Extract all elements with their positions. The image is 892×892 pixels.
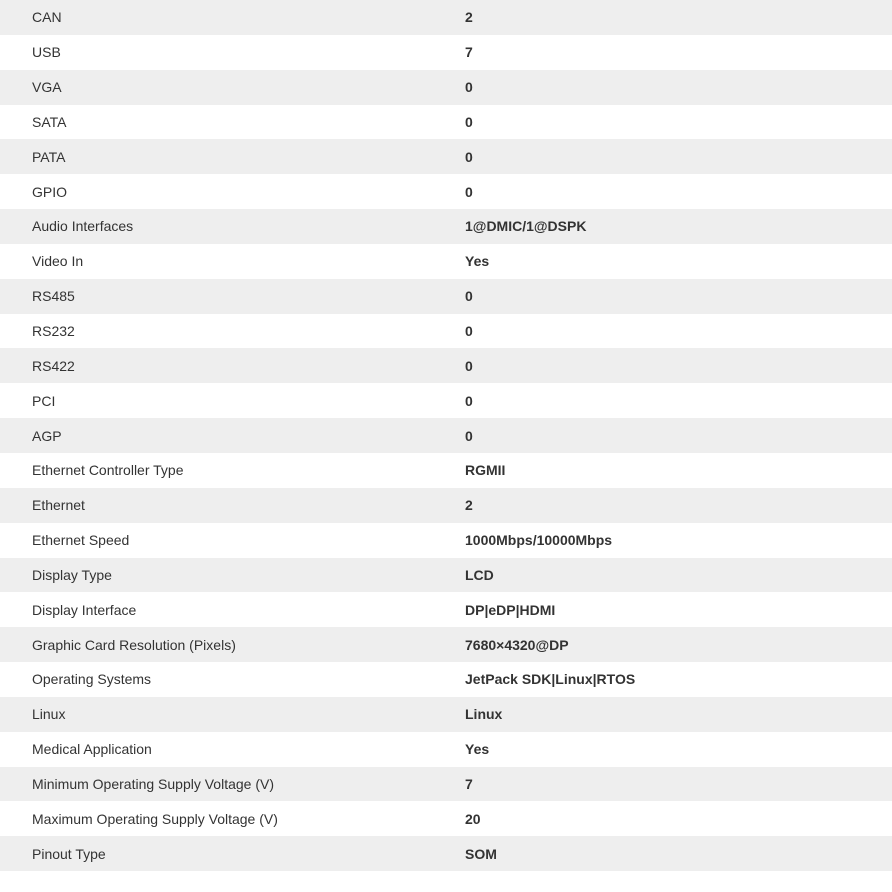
spec-value: 20 <box>465 810 481 827</box>
spec-value: 0 <box>465 79 473 96</box>
spec-label: RS232 <box>32 323 75 340</box>
spec-label: RS422 <box>32 357 75 374</box>
spec-value: Yes <box>465 741 490 758</box>
table-row <box>0 453 892 488</box>
table-row <box>0 697 892 732</box>
table-row <box>0 767 892 802</box>
spec-label: Operating Systems <box>32 671 152 688</box>
table-row <box>0 523 892 558</box>
spec-label: PATA <box>32 148 66 165</box>
table-row <box>0 209 892 244</box>
table-row <box>0 732 892 767</box>
table-row <box>0 174 892 209</box>
spec-value: 0 <box>465 113 473 130</box>
table-row <box>0 0 892 35</box>
table-row <box>0 383 892 418</box>
table-row <box>0 314 892 349</box>
spec-value: Linux <box>465 706 503 723</box>
table-row <box>0 627 892 662</box>
table-row <box>0 70 892 105</box>
spec-value: 0 <box>465 288 473 305</box>
table-row <box>0 592 892 627</box>
table-row <box>0 35 892 70</box>
spec-label: SATA <box>32 113 67 130</box>
spec-value: Yes <box>465 253 490 270</box>
table-row <box>0 801 892 836</box>
table-row <box>0 558 892 593</box>
table-row <box>0 139 892 174</box>
spec-value: 7 <box>465 44 473 61</box>
spec-label: Display Type <box>32 566 112 583</box>
spec-label: VGA <box>32 79 62 96</box>
spec-label: Graphic Card Resolution (Pixels) <box>32 636 236 653</box>
table-row <box>0 348 892 383</box>
spec-label: Display Interface <box>32 601 137 618</box>
table-row <box>0 836 892 871</box>
spec-value: 0 <box>465 323 473 340</box>
spec-value: DP|eDP|HDMI <box>465 601 556 618</box>
spec-label: Video In <box>32 253 84 270</box>
spec-label: Maximum Operating Supply Voltage (V) <box>32 810 278 827</box>
spec-label: GPIO <box>32 183 68 200</box>
spec-value: 2 <box>465 497 473 514</box>
table-row <box>0 662 892 697</box>
spec-label: Ethernet Speed <box>32 532 130 549</box>
spec-value: 7 <box>465 775 473 792</box>
spec-value: 0 <box>465 148 473 165</box>
spec-value: 1@DMIC/1@DSPK <box>465 218 587 235</box>
table-row <box>0 488 892 523</box>
spec-label: Minimum Operating Supply Voltage (V) <box>32 775 274 792</box>
spec-label: AGP <box>32 427 62 444</box>
spec-label: USB <box>32 44 61 61</box>
table-row <box>0 105 892 140</box>
spec-label: Linux <box>32 706 66 723</box>
spec-label: CAN <box>32 9 62 26</box>
spec-value: 2 <box>465 9 473 26</box>
spec-label: Medical Application <box>32 741 152 758</box>
spec-value: LCD <box>465 566 494 583</box>
spec-value: 1000Mbps/10000Mbps <box>465 532 613 549</box>
spec-label: Pinout Type <box>32 845 106 862</box>
spec-label: Audio Interfaces <box>32 218 134 235</box>
spec-value: 7680×4320@DP <box>465 636 569 653</box>
spec-label: Ethernet <box>32 497 85 514</box>
spec-value: JetPack SDK|Linux|RTOS <box>465 671 636 688</box>
spec-value: RGMII <box>465 462 506 479</box>
spec-value: 0 <box>465 427 473 444</box>
spec-label: Ethernet Controller Type <box>32 462 184 479</box>
table-row <box>0 418 892 453</box>
spec-value: 0 <box>465 392 473 409</box>
spec-value: 0 <box>465 357 473 374</box>
spec-value: 0 <box>465 183 473 200</box>
table-row <box>0 279 892 314</box>
spec-label: RS485 <box>32 288 75 305</box>
spec-label: PCI <box>32 392 56 409</box>
spec-value: SOM <box>465 845 497 862</box>
table-row <box>0 244 892 279</box>
